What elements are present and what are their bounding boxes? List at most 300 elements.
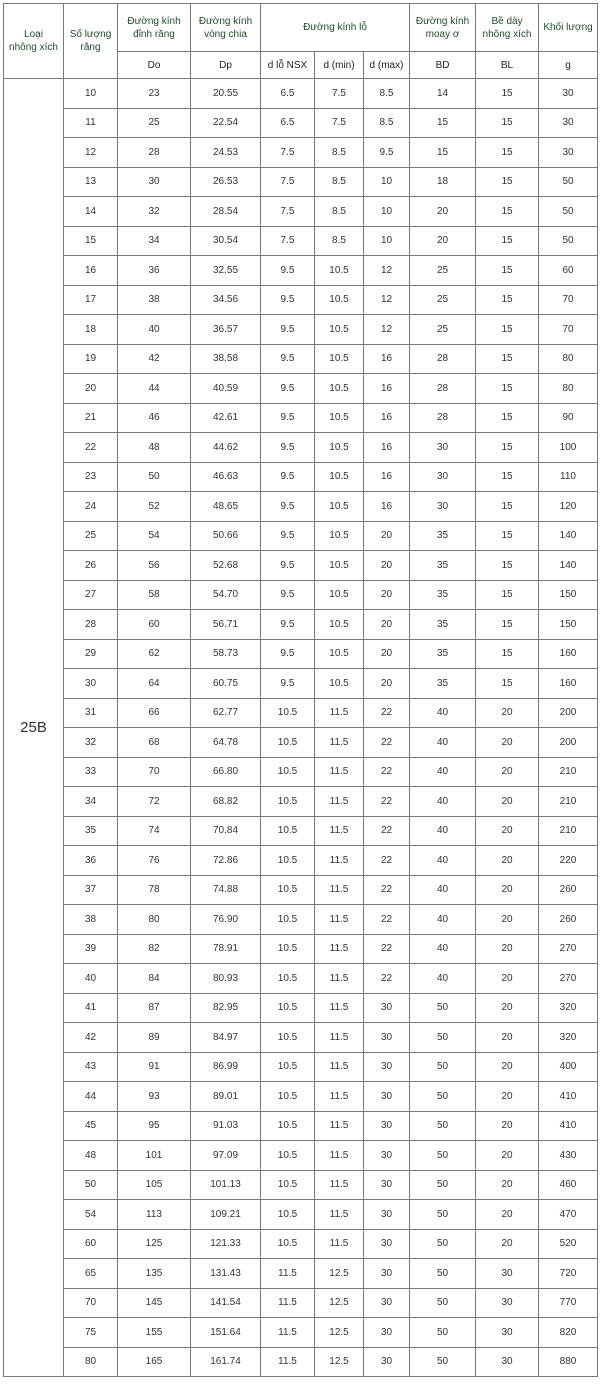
cell-teeth: 75 xyxy=(64,1318,118,1348)
cell-teeth: 19 xyxy=(64,344,118,374)
cell-d-nsx: 10.5 xyxy=(261,964,315,994)
cell-bl: 20 xyxy=(476,816,539,846)
cell-bd: 40 xyxy=(410,698,476,728)
cell-d-max: 30 xyxy=(364,1052,410,1082)
cell-d-nsx: 9.5 xyxy=(261,344,315,374)
cell-bl: 15 xyxy=(476,256,539,286)
cell-dp: 30.54 xyxy=(191,226,261,256)
cell-do: 56 xyxy=(118,551,191,581)
cell-bd: 50 xyxy=(410,993,476,1023)
cell-do: 105 xyxy=(118,1170,191,1200)
cell-bl: 20 xyxy=(476,757,539,787)
cell-weight: 400 xyxy=(539,1052,598,1082)
cell-d-max: 30 xyxy=(364,1023,410,1053)
cell-teeth: 39 xyxy=(64,934,118,964)
cell-bl: 15 xyxy=(476,610,539,640)
cell-d-min: 11.5 xyxy=(315,1200,364,1230)
cell-bl: 15 xyxy=(476,403,539,433)
cell-do: 68 xyxy=(118,728,191,758)
cell-teeth: 41 xyxy=(64,993,118,1023)
cell-d-nsx: 9.5 xyxy=(261,580,315,610)
cell-d-max: 22 xyxy=(364,934,410,964)
cell-dp: 44.62 xyxy=(191,433,261,463)
cell-bd: 18 xyxy=(410,167,476,197)
cell-do: 80 xyxy=(118,905,191,935)
cell-d-nsx: 9.5 xyxy=(261,551,315,581)
cell-teeth: 21 xyxy=(64,403,118,433)
cell-dp: 89.01 xyxy=(191,1082,261,1112)
cell-d-max: 16 xyxy=(364,462,410,492)
table-row xyxy=(4,580,598,610)
cell-bd: 25 xyxy=(410,285,476,315)
cell-teeth: 42 xyxy=(64,1023,118,1053)
table-row xyxy=(4,285,598,315)
cell-d-max: 30 xyxy=(364,1170,410,1200)
cell-bd: 25 xyxy=(410,256,476,286)
cell-d-nsx: 10.5 xyxy=(261,934,315,964)
cell-bl: 15 xyxy=(476,315,539,345)
table-row xyxy=(4,1023,598,1053)
cell-teeth: 12 xyxy=(64,138,118,168)
cell-bd: 50 xyxy=(410,1023,476,1053)
cell-dp: 74.88 xyxy=(191,875,261,905)
cell-weight: 210 xyxy=(539,757,598,787)
cell-bl: 15 xyxy=(476,197,539,227)
cell-teeth: 44 xyxy=(64,1082,118,1112)
table-row xyxy=(4,669,598,699)
cell-do: 52 xyxy=(118,492,191,522)
cell-bl: 20 xyxy=(476,728,539,758)
cell-weight: 60 xyxy=(539,256,598,286)
cell-d-max: 12 xyxy=(364,256,410,286)
cell-do: 76 xyxy=(118,846,191,876)
cell-do: 74 xyxy=(118,816,191,846)
cell-do: 72 xyxy=(118,787,191,817)
cell-bl: 20 xyxy=(476,1200,539,1230)
cell-bd: 20 xyxy=(410,197,476,227)
cell-weight: 200 xyxy=(539,728,598,758)
cell-d-min: 11.5 xyxy=(315,1170,364,1200)
table-row xyxy=(4,1200,598,1230)
cell-dp: 80.93 xyxy=(191,964,261,994)
header-chain-type: Loại nhông xích xyxy=(4,4,64,79)
cell-d-nsx: 11.5 xyxy=(261,1288,315,1318)
cell-weight: 210 xyxy=(539,816,598,846)
cell-d-nsx: 10.5 xyxy=(261,1023,315,1053)
cell-dp: 151.64 xyxy=(191,1318,261,1348)
header-weight: Khối lượng xyxy=(539,4,598,52)
cell-dp: 141.54 xyxy=(191,1288,261,1318)
cell-dp: 70.84 xyxy=(191,816,261,846)
subheader-d-min: d (min) xyxy=(315,52,364,79)
cell-d-nsx: 6.5 xyxy=(261,108,315,138)
cell-do: 125 xyxy=(118,1229,191,1259)
cell-bd: 35 xyxy=(410,521,476,551)
header-bore-diameter: Đường kính lỗ xyxy=(261,4,410,52)
cell-bl: 15 xyxy=(476,492,539,522)
cell-dp: 38.58 xyxy=(191,344,261,374)
table-row xyxy=(4,226,598,256)
cell-weight: 50 xyxy=(539,197,598,227)
cell-weight: 820 xyxy=(539,1318,598,1348)
cell-dp: 52.68 xyxy=(191,551,261,581)
cell-d-max: 16 xyxy=(364,403,410,433)
cell-bd: 50 xyxy=(410,1288,476,1318)
cell-d-min: 10.5 xyxy=(315,492,364,522)
cell-d-nsx: 11.5 xyxy=(261,1259,315,1289)
cell-bl: 15 xyxy=(476,344,539,374)
cell-weight: 320 xyxy=(539,993,598,1023)
cell-d-max: 30 xyxy=(364,1318,410,1348)
cell-teeth: 24 xyxy=(64,492,118,522)
cell-d-nsx: 10.5 xyxy=(261,1141,315,1171)
cell-d-nsx: 9.5 xyxy=(261,374,315,404)
cell-dp: 28.54 xyxy=(191,197,261,227)
cell-bl: 15 xyxy=(476,462,539,492)
cell-bl: 20 xyxy=(476,698,539,728)
cell-dp: 22.54 xyxy=(191,108,261,138)
cell-d-max: 22 xyxy=(364,757,410,787)
cell-bd: 40 xyxy=(410,787,476,817)
cell-weight: 270 xyxy=(539,964,598,994)
table-row xyxy=(4,344,598,374)
cell-teeth: 70 xyxy=(64,1288,118,1318)
cell-d-min: 10.5 xyxy=(315,462,364,492)
cell-do: 87 xyxy=(118,993,191,1023)
table-row xyxy=(4,551,598,581)
cell-weight: 110 xyxy=(539,462,598,492)
cell-d-nsx: 10.5 xyxy=(261,757,315,787)
table-body xyxy=(4,79,598,1377)
cell-do: 48 xyxy=(118,433,191,463)
cell-d-nsx: 9.5 xyxy=(261,669,315,699)
cell-bl: 15 xyxy=(476,551,539,581)
cell-d-max: 30 xyxy=(364,1229,410,1259)
cell-weight: 30 xyxy=(539,79,598,109)
subheader-d-nsx: d lỗ NSX xyxy=(261,52,315,79)
cell-weight: 30 xyxy=(539,108,598,138)
cell-weight: 220 xyxy=(539,846,598,876)
cell-do: 58 xyxy=(118,580,191,610)
cell-bd: 28 xyxy=(410,403,476,433)
cell-bl: 30 xyxy=(476,1318,539,1348)
cell-do: 46 xyxy=(118,403,191,433)
cell-teeth: 36 xyxy=(64,846,118,876)
cell-dp: 97.09 xyxy=(191,1141,261,1171)
cell-do: 91 xyxy=(118,1052,191,1082)
header-teeth-count: Số lượng răng xyxy=(64,4,118,79)
cell-bd: 40 xyxy=(410,728,476,758)
table-row xyxy=(4,521,598,551)
cell-do: 165 xyxy=(118,1347,191,1377)
table-row xyxy=(4,138,598,168)
cell-d-nsx: 10.5 xyxy=(261,1082,315,1112)
cell-teeth: 22 xyxy=(64,433,118,463)
cell-d-min: 11.5 xyxy=(315,1023,364,1053)
cell-dp: 42.61 xyxy=(191,403,261,433)
cell-weight: 200 xyxy=(539,698,598,728)
cell-dp: 131.43 xyxy=(191,1259,261,1289)
cell-do: 30 xyxy=(118,167,191,197)
cell-d-nsx: 10.5 xyxy=(261,846,315,876)
cell-d-nsx: 6.5 xyxy=(261,79,315,109)
cell-weight: 460 xyxy=(539,1170,598,1200)
cell-d-max: 8.5 xyxy=(364,108,410,138)
cell-bd: 50 xyxy=(410,1200,476,1230)
subheader-bl: BL xyxy=(476,52,539,79)
cell-weight: 880 xyxy=(539,1347,598,1377)
cell-dp: 64.78 xyxy=(191,728,261,758)
cell-teeth: 26 xyxy=(64,551,118,581)
cell-do: 135 xyxy=(118,1259,191,1289)
cell-d-min: 7.5 xyxy=(315,79,364,109)
table-row xyxy=(4,433,598,463)
table-row xyxy=(4,403,598,433)
cell-weight: 70 xyxy=(539,315,598,345)
table-row xyxy=(4,1347,598,1377)
cell-do: 84 xyxy=(118,964,191,994)
table-row xyxy=(4,757,598,787)
cell-weight: 770 xyxy=(539,1288,598,1318)
cell-bd: 20 xyxy=(410,226,476,256)
cell-d-max: 22 xyxy=(364,905,410,935)
cell-bl: 20 xyxy=(476,934,539,964)
cell-d-min: 10.5 xyxy=(315,669,364,699)
cell-d-nsx: 7.5 xyxy=(261,226,315,256)
cell-d-min: 10.5 xyxy=(315,344,364,374)
cell-bd: 30 xyxy=(410,433,476,463)
table-row xyxy=(4,1141,598,1171)
cell-d-max: 22 xyxy=(364,816,410,846)
cell-bd: 25 xyxy=(410,315,476,345)
cell-d-min: 10.5 xyxy=(315,285,364,315)
header-hub-diameter: Đường kính moay ơ xyxy=(410,4,476,52)
cell-d-max: 30 xyxy=(364,1200,410,1230)
cell-d-max: 10 xyxy=(364,197,410,227)
cell-bd: 40 xyxy=(410,905,476,935)
cell-weight: 80 xyxy=(539,344,598,374)
cell-d-nsx: 10.5 xyxy=(261,905,315,935)
cell-d-nsx: 10.5 xyxy=(261,1229,315,1259)
cell-d-max: 10 xyxy=(364,226,410,256)
table-row xyxy=(4,79,598,109)
cell-teeth: 32 xyxy=(64,728,118,758)
cell-weight: 120 xyxy=(539,492,598,522)
cell-d-nsx: 10.5 xyxy=(261,728,315,758)
cell-bl: 15 xyxy=(476,285,539,315)
table-row xyxy=(4,846,598,876)
cell-d-max: 16 xyxy=(364,433,410,463)
cell-d-min: 11.5 xyxy=(315,1052,364,1082)
cell-teeth: 54 xyxy=(64,1200,118,1230)
cell-d-min: 11.5 xyxy=(315,1111,364,1141)
cell-do: 101 xyxy=(118,1141,191,1171)
cell-do: 40 xyxy=(118,315,191,345)
cell-weight: 50 xyxy=(539,226,598,256)
cell-teeth: 80 xyxy=(64,1347,118,1377)
cell-d-min: 10.5 xyxy=(315,610,364,640)
cell-d-min: 10.5 xyxy=(315,256,364,286)
cell-dp: 46.63 xyxy=(191,462,261,492)
cell-bl: 30 xyxy=(476,1347,539,1377)
cell-d-nsx: 7.5 xyxy=(261,167,315,197)
cell-do: 93 xyxy=(118,1082,191,1112)
cell-dp: 54.70 xyxy=(191,580,261,610)
cell-d-nsx: 10.5 xyxy=(261,698,315,728)
cell-d-max: 10 xyxy=(364,167,410,197)
cell-bd: 50 xyxy=(410,1082,476,1112)
cell-d-max: 22 xyxy=(364,787,410,817)
cell-d-max: 16 xyxy=(364,344,410,374)
subheader-dp: Dp xyxy=(191,52,261,79)
cell-bl: 20 xyxy=(476,1023,539,1053)
cell-d-nsx: 10.5 xyxy=(261,993,315,1023)
cell-d-min: 11.5 xyxy=(315,698,364,728)
cell-do: 78 xyxy=(118,875,191,905)
cell-d-nsx: 7.5 xyxy=(261,138,315,168)
cell-bl: 30 xyxy=(476,1259,539,1289)
cell-do: 64 xyxy=(118,669,191,699)
cell-bl: 15 xyxy=(476,167,539,197)
cell-d-nsx: 9.5 xyxy=(261,403,315,433)
cell-bl: 20 xyxy=(476,993,539,1023)
cell-bd: 40 xyxy=(410,846,476,876)
cell-bl: 20 xyxy=(476,1111,539,1141)
cell-do: 155 xyxy=(118,1318,191,1348)
cell-do: 66 xyxy=(118,698,191,728)
table-row xyxy=(4,728,598,758)
cell-weight: 720 xyxy=(539,1259,598,1289)
cell-teeth: 10 xyxy=(64,79,118,109)
cell-d-max: 30 xyxy=(364,1141,410,1171)
cell-do: 38 xyxy=(118,285,191,315)
cell-do: 32 xyxy=(118,197,191,227)
cell-bd: 35 xyxy=(410,639,476,669)
cell-do: 60 xyxy=(118,610,191,640)
cell-d-min: 10.5 xyxy=(315,551,364,581)
cell-bl: 15 xyxy=(476,79,539,109)
table-row xyxy=(4,1318,598,1348)
cell-teeth: 38 xyxy=(64,905,118,935)
cell-teeth: 48 xyxy=(64,1141,118,1171)
cell-bl: 15 xyxy=(476,226,539,256)
cell-d-min: 11.5 xyxy=(315,875,364,905)
cell-d-nsx: 11.5 xyxy=(261,1318,315,1348)
table-row xyxy=(4,197,598,227)
cell-weight: 520 xyxy=(539,1229,598,1259)
cell-d-min: 11.5 xyxy=(315,993,364,1023)
cell-d-nsx: 7.5 xyxy=(261,197,315,227)
cell-teeth: 40 xyxy=(64,964,118,994)
cell-bl: 20 xyxy=(476,1170,539,1200)
cell-bd: 15 xyxy=(410,108,476,138)
cell-bl: 20 xyxy=(476,1052,539,1082)
cell-d-max: 22 xyxy=(364,875,410,905)
cell-d-max: 20 xyxy=(364,551,410,581)
cell-bd: 30 xyxy=(410,492,476,522)
cell-dp: 82.95 xyxy=(191,993,261,1023)
cell-dp: 66.80 xyxy=(191,757,261,787)
cell-weight: 50 xyxy=(539,167,598,197)
table-row xyxy=(4,1052,598,1082)
cell-bd: 50 xyxy=(410,1318,476,1348)
chain-type-cell: 25B xyxy=(4,79,64,1377)
cell-d-min: 11.5 xyxy=(315,905,364,935)
cell-do: 95 xyxy=(118,1111,191,1141)
cell-bd: 35 xyxy=(410,580,476,610)
table-row xyxy=(4,993,598,1023)
subheader-bd: BD xyxy=(410,52,476,79)
table-row xyxy=(4,787,598,817)
cell-bl: 20 xyxy=(476,964,539,994)
cell-weight: 30 xyxy=(539,138,598,168)
cell-bl: 20 xyxy=(476,875,539,905)
cell-weight: 80 xyxy=(539,374,598,404)
cell-weight: 260 xyxy=(539,905,598,935)
cell-bd: 40 xyxy=(410,964,476,994)
cell-teeth: 15 xyxy=(64,226,118,256)
cell-d-max: 30 xyxy=(364,1259,410,1289)
cell-dp: 101.13 xyxy=(191,1170,261,1200)
cell-teeth: 13 xyxy=(64,167,118,197)
cell-d-min: 11.5 xyxy=(315,787,364,817)
cell-do: 70 xyxy=(118,757,191,787)
cell-do: 23 xyxy=(118,79,191,109)
cell-d-max: 12 xyxy=(364,315,410,345)
cell-bd: 35 xyxy=(410,669,476,699)
cell-bl: 15 xyxy=(476,521,539,551)
cell-d-nsx: 9.5 xyxy=(261,492,315,522)
cell-d-nsx: 9.5 xyxy=(261,285,315,315)
cell-d-min: 10.5 xyxy=(315,374,364,404)
cell-dp: 26.53 xyxy=(191,167,261,197)
cell-d-min: 10.5 xyxy=(315,521,364,551)
cell-d-nsx: 10.5 xyxy=(261,1200,315,1230)
table-row xyxy=(4,492,598,522)
subheader-weight-unit: g xyxy=(539,52,598,79)
cell-d-max: 22 xyxy=(364,846,410,876)
cell-weight: 100 xyxy=(539,433,598,463)
cell-weight: 320 xyxy=(539,1023,598,1053)
cell-do: 42 xyxy=(118,344,191,374)
cell-d-max: 30 xyxy=(364,1082,410,1112)
cell-do: 89 xyxy=(118,1023,191,1053)
cell-bd: 50 xyxy=(410,1347,476,1377)
cell-d-nsx: 10.5 xyxy=(261,787,315,817)
subheader-do: Do xyxy=(118,52,191,79)
cell-teeth: 17 xyxy=(64,285,118,315)
cell-dp: 34.56 xyxy=(191,285,261,315)
cell-do: 28 xyxy=(118,138,191,168)
cell-teeth: 60 xyxy=(64,1229,118,1259)
cell-do: 82 xyxy=(118,934,191,964)
cell-bd: 50 xyxy=(410,1229,476,1259)
cell-teeth: 50 xyxy=(64,1170,118,1200)
cell-d-max: 30 xyxy=(364,1288,410,1318)
cell-weight: 470 xyxy=(539,1200,598,1230)
cell-d-nsx: 9.5 xyxy=(261,433,315,463)
cell-dp: 40.59 xyxy=(191,374,261,404)
cell-bl: 30 xyxy=(476,1288,539,1318)
cell-teeth: 28 xyxy=(64,610,118,640)
cell-d-min: 11.5 xyxy=(315,816,364,846)
cell-dp: 32.55 xyxy=(191,256,261,286)
cell-dp: 76.90 xyxy=(191,905,261,935)
cell-dp: 58.73 xyxy=(191,639,261,669)
cell-d-nsx: 10.5 xyxy=(261,816,315,846)
table-row xyxy=(4,1229,598,1259)
cell-do: 44 xyxy=(118,374,191,404)
